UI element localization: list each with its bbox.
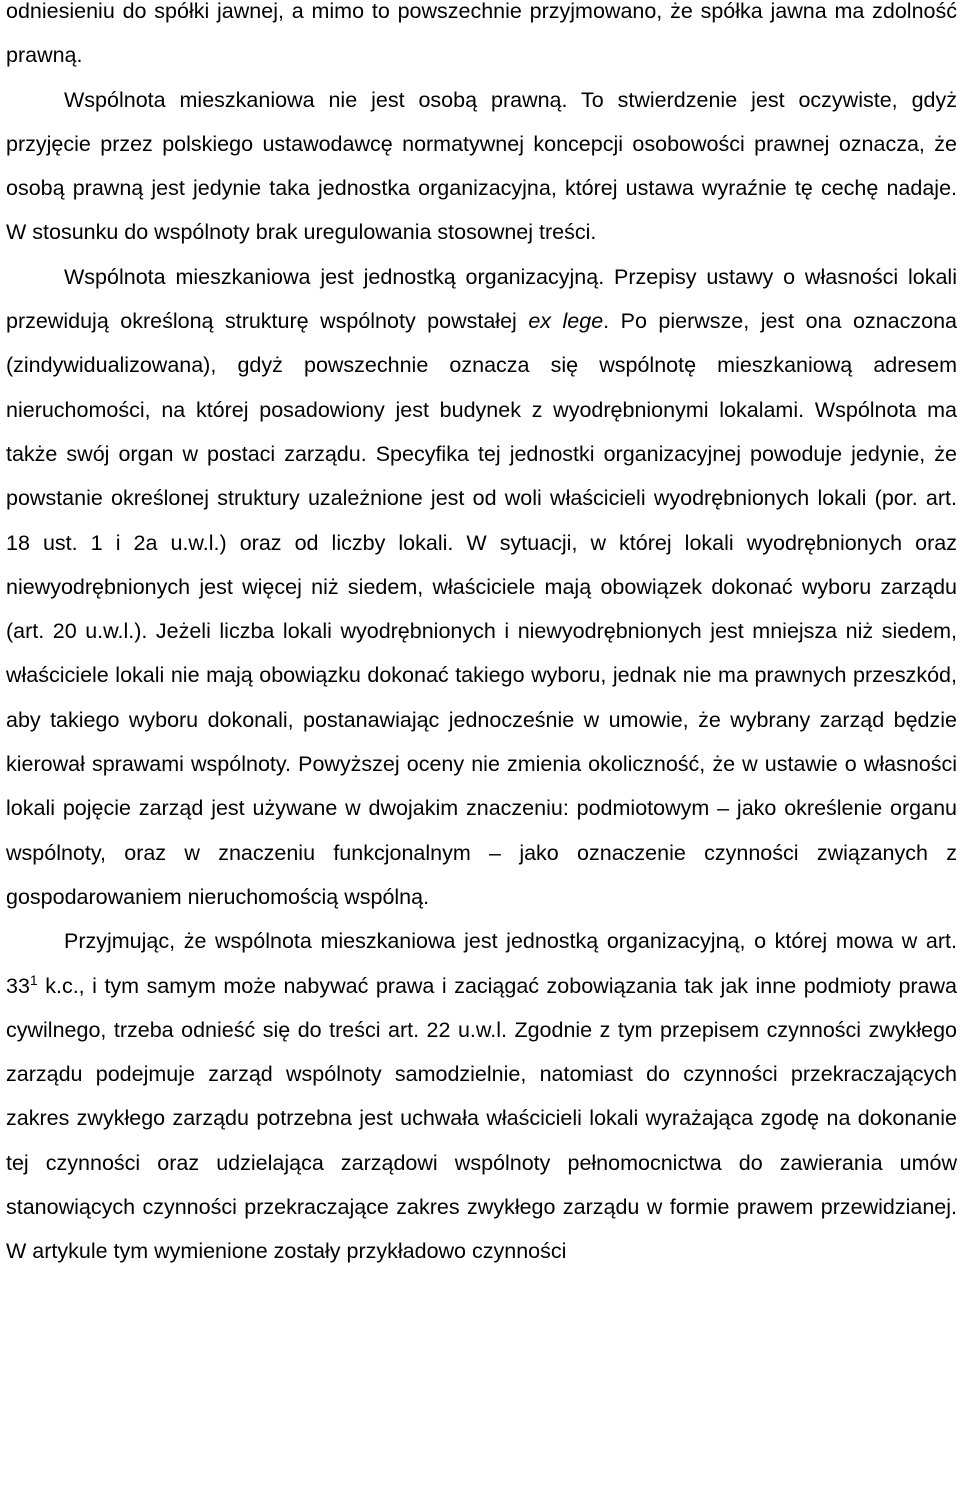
paragraph-4-text-b: k.c., i tym samym może nabywać prawa i zaciągać zobowiązania tak jak inne podmioty prawa cywilnego, trzeba odnieść się do treści art. 22 u.w.l. Zgodnie z tym przepisem czynności zwykłego zarządu podejmuje zarząd wspólnoty samodzielnie, natomiast do czynności przekraczających zakres zwykłego zarządu potrzebna jest uchwała właścicieli lokali wyrażająca zgodę na dokonanie tej czynności oraz udzielająca zarządowi wspólnoty pełnomocnictwa do zawierania umów stanowiących czynności przekraczające zakres zwykłego zarządu w formie prawem przewidzianej. W artykule tym wymienione zostały przykładowo czynności <box>6 973 957 1264</box>
paragraph-4 <box>6 919 957 1273</box>
paragraph-3-italic: ex lege <box>528 309 604 334</box>
paragraph-4-text-a: Przyjmując, że wspólnota mieszkaniowa jest jednostką organizacyjną, o której mowa w art. 33 <box>6 929 957 998</box>
paragraph-3-text-b: . Po pierwsze, jest ona oznaczona (zindywidualizowana), gdyż powszechnie oznacza się wspólnotę mieszkaniową adresem nieruchomości, na której posadowiony jest budynek z wyodrębnionymi lokalami. Wspólnota ma także swój organ w postaci zarządu. Specyfika tej jednostki organizacyjnej powoduje jedynie, że powstanie określonej struktury uzależnione jest od woli właścicieli wyodrębnionych lokali (por. art. 18 ust. 1 i 2a u.w.l.) oraz od liczby lokali. W sytuacji, w której lokali wyodrębnionych oraz niewyodrębnionych jest więcej niż siedem, właściciele mają obowiązek dokonać wyboru zarządu (art. 20 u.w.l.). Jeżeli liczba lokali wyodrębnionych i niewyodrębnionych jest mniejsza niż siedem, właściciele lokali nie mają obowiązku dokonać takiego wyboru, jednak nie ma prawnych przeszkód, aby takiego wyboru dokonali, postanawiając jednocześnie w umowie, że wybrany zarząd będzie kierował sprawami wspólnoty. Powyższej oceny nie zmienia okoliczność, że w ustawie o własności lokali pojęcie zarząd jest używane w dwojakim znaczeniu: podmiotowym – jako określenie organu wspólnoty, oraz w znaczeniu funkcjonalnym – jako oznaczenie czynności związanych z gospodarowaniem nieruchomością wspólną. <box>6 309 957 909</box>
paragraph-3 <box>6 255 957 919</box>
paragraph-3-text-a: Wspólnota mieszkaniowa jest jednostką organizacyjną. Przepisy ustawy o własności lokali przewidują określoną strukturę wspólnoty powstałej <box>6 264 957 334</box>
paragraph-1: odniesieniu do spółki jawnej, a mimo to powszechnie przyjmowano, że spółka jawna ma zdolność prawną. <box>6 0 957 68</box>
document-body <box>6 0 957 1274</box>
paragraph-2: Wspólnota mieszkaniowa nie jest osobą prawną. To stwierdzenie jest oczywiste, gdyż przyjęcie przez polskiego ustawodawcę normatywnej koncepcji osobowości prawnej oznacza, że osobą prawną jest jedynie taka jednostka organizacyjna, której ustawa wyraźnie tę cechę nadaje. W stosunku do wspólnoty brak uregulowania stosownej treści. <box>6 87 957 245</box>
paragraph-4-superscript: 1 <box>29 971 38 988</box>
